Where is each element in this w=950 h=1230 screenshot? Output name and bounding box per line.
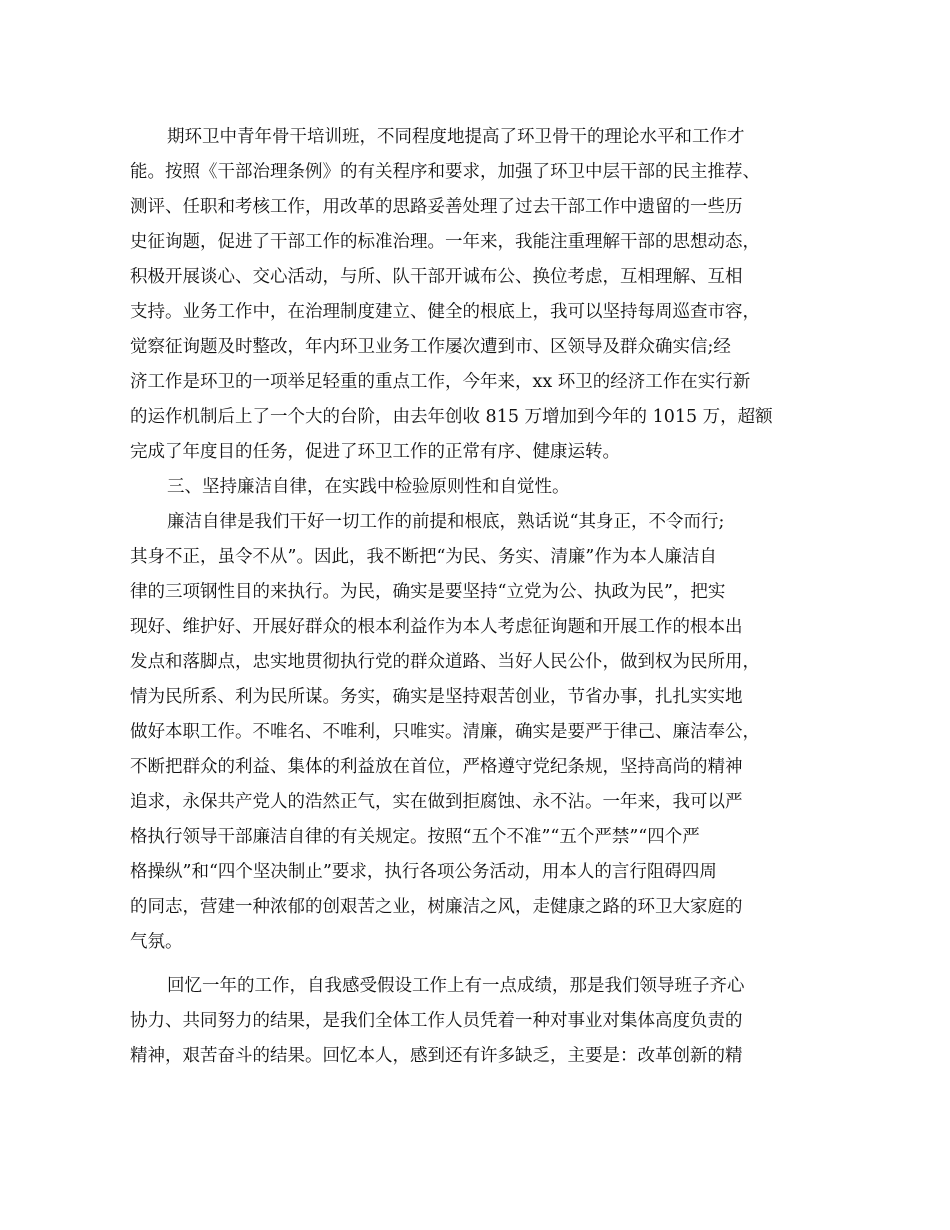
paragraph-line: 做好本职工作。不唯名、不唯利，只唯实。清廉，确实是要严于律己、廉洁奉公， xyxy=(130,722,760,742)
paragraph-line: 济工作是环卫的一项举足轻重的重点工作，今年来，xx 环卫的经济工作在实行新 xyxy=(130,372,751,392)
paragraph-line: 追求，永保共产党人的浩然正气，实在做到拒腐蚀、永不沾。一年来，我可以严 xyxy=(130,792,743,812)
paragraph-line: 现好、维护好、开展好群众的根本利益作为本人考虑征询题和开展工作的根本出 xyxy=(130,617,743,637)
paragraph-line: 支持。业务工作中，在治理制度建立、健全的根底上，我可以坚持每周巡查市容， xyxy=(130,302,760,322)
paragraph-line: 的运作机制后上了一个大的台阶，由去年创收 815 万增加到今年的 1015 万，超额 xyxy=(130,407,773,427)
paragraph-line: 测评、任职和考核工作，用改革的思路妥善处理了过去干部工作中遗留的一些历 xyxy=(130,197,743,217)
paragraph-line: 廉洁自律是我们干好一切工作的前提和根底，熟话说“其身正，不令而行; xyxy=(167,512,725,532)
paragraph-line: 完成了年度目的任务，促进了环卫工作的正常有序、健康运转。 xyxy=(130,442,620,462)
paragraph-line: 觉察征询题及时整改，年内环卫业务工作屡次遭到市、区领导及群众确实信;经 xyxy=(130,337,731,357)
paragraph-line: 格操纵”和“四个坚决制止”要求，执行各项公务活动，用本人的言行阻碍四周 xyxy=(130,862,717,882)
paragraph-line: 史征询题，促进了干部工作的标准治理。一年来，我能注重理解干部的思想动态， xyxy=(130,232,760,252)
paragraph-line: 回忆一年的工作，自我感受假设工作上有一点成绩，那是我们领导班子齐心 xyxy=(167,976,745,996)
paragraph-line: 精神，艰苦奋斗的结果。回忆本人，感到还有许多缺乏，主要是：改革创新的精 xyxy=(130,1046,743,1066)
paragraph-line: 气氛。 xyxy=(130,932,183,952)
paragraph-line: 协力、共同努力的结果，是我们全体工作人员凭着一种对事业对集体高度负责的 xyxy=(130,1011,743,1031)
paragraph-line: 发点和落脚点，忠实地贯彻执行党的群众道路、当好人民公仆，做到权为民所用， xyxy=(130,652,760,672)
paragraph-line: 律的三项钢性目的来执行。为民，确实是要坚持“立党为公、执政为民”，把实 xyxy=(130,582,726,602)
paragraph-line: 积极开展谈心、交心活动，与所、队干部开诚布公、换位考虑，互相理解、互相 xyxy=(130,267,743,287)
paragraph-line: 能。按照《干部治理条例》的有关程序和要求，加强了环卫中层干部的民主推荐、 xyxy=(130,162,760,182)
paragraph-line: 情为民所系、利为民所谋。务实，确实是坚持艰苦创业，节省办事，扎扎实实地 xyxy=(130,687,743,707)
paragraph-line: 的同志，营建一种浓郁的创艰苦之业，树廉洁之风，走健康之路的环卫大家庭的 xyxy=(130,897,743,917)
section-heading: 三、坚持廉洁自律，在实践中检验原则性和自觉性。 xyxy=(167,477,570,497)
document-body xyxy=(130,120,810,1074)
paragraph-line: 其身不正，虽令不从”。因此，我不断把“为民、务实、清廉”作为本人廉洁自 xyxy=(130,547,717,567)
paragraph-gap xyxy=(130,960,810,969)
paragraph-line: 格执行领导干部廉洁自律的有关规定。按照“五个不准”“五个严禁”“四个严 xyxy=(130,827,700,847)
paragraph-line: 不断把群众的利益、集体的利益放在首位，严格遵守党纪条规，坚持高尚的精神 xyxy=(130,757,743,777)
paragraph-line: 期环卫中青年骨干培训班，不同程度地提高了环卫骨干的理论水平和工作才 xyxy=(167,127,745,147)
